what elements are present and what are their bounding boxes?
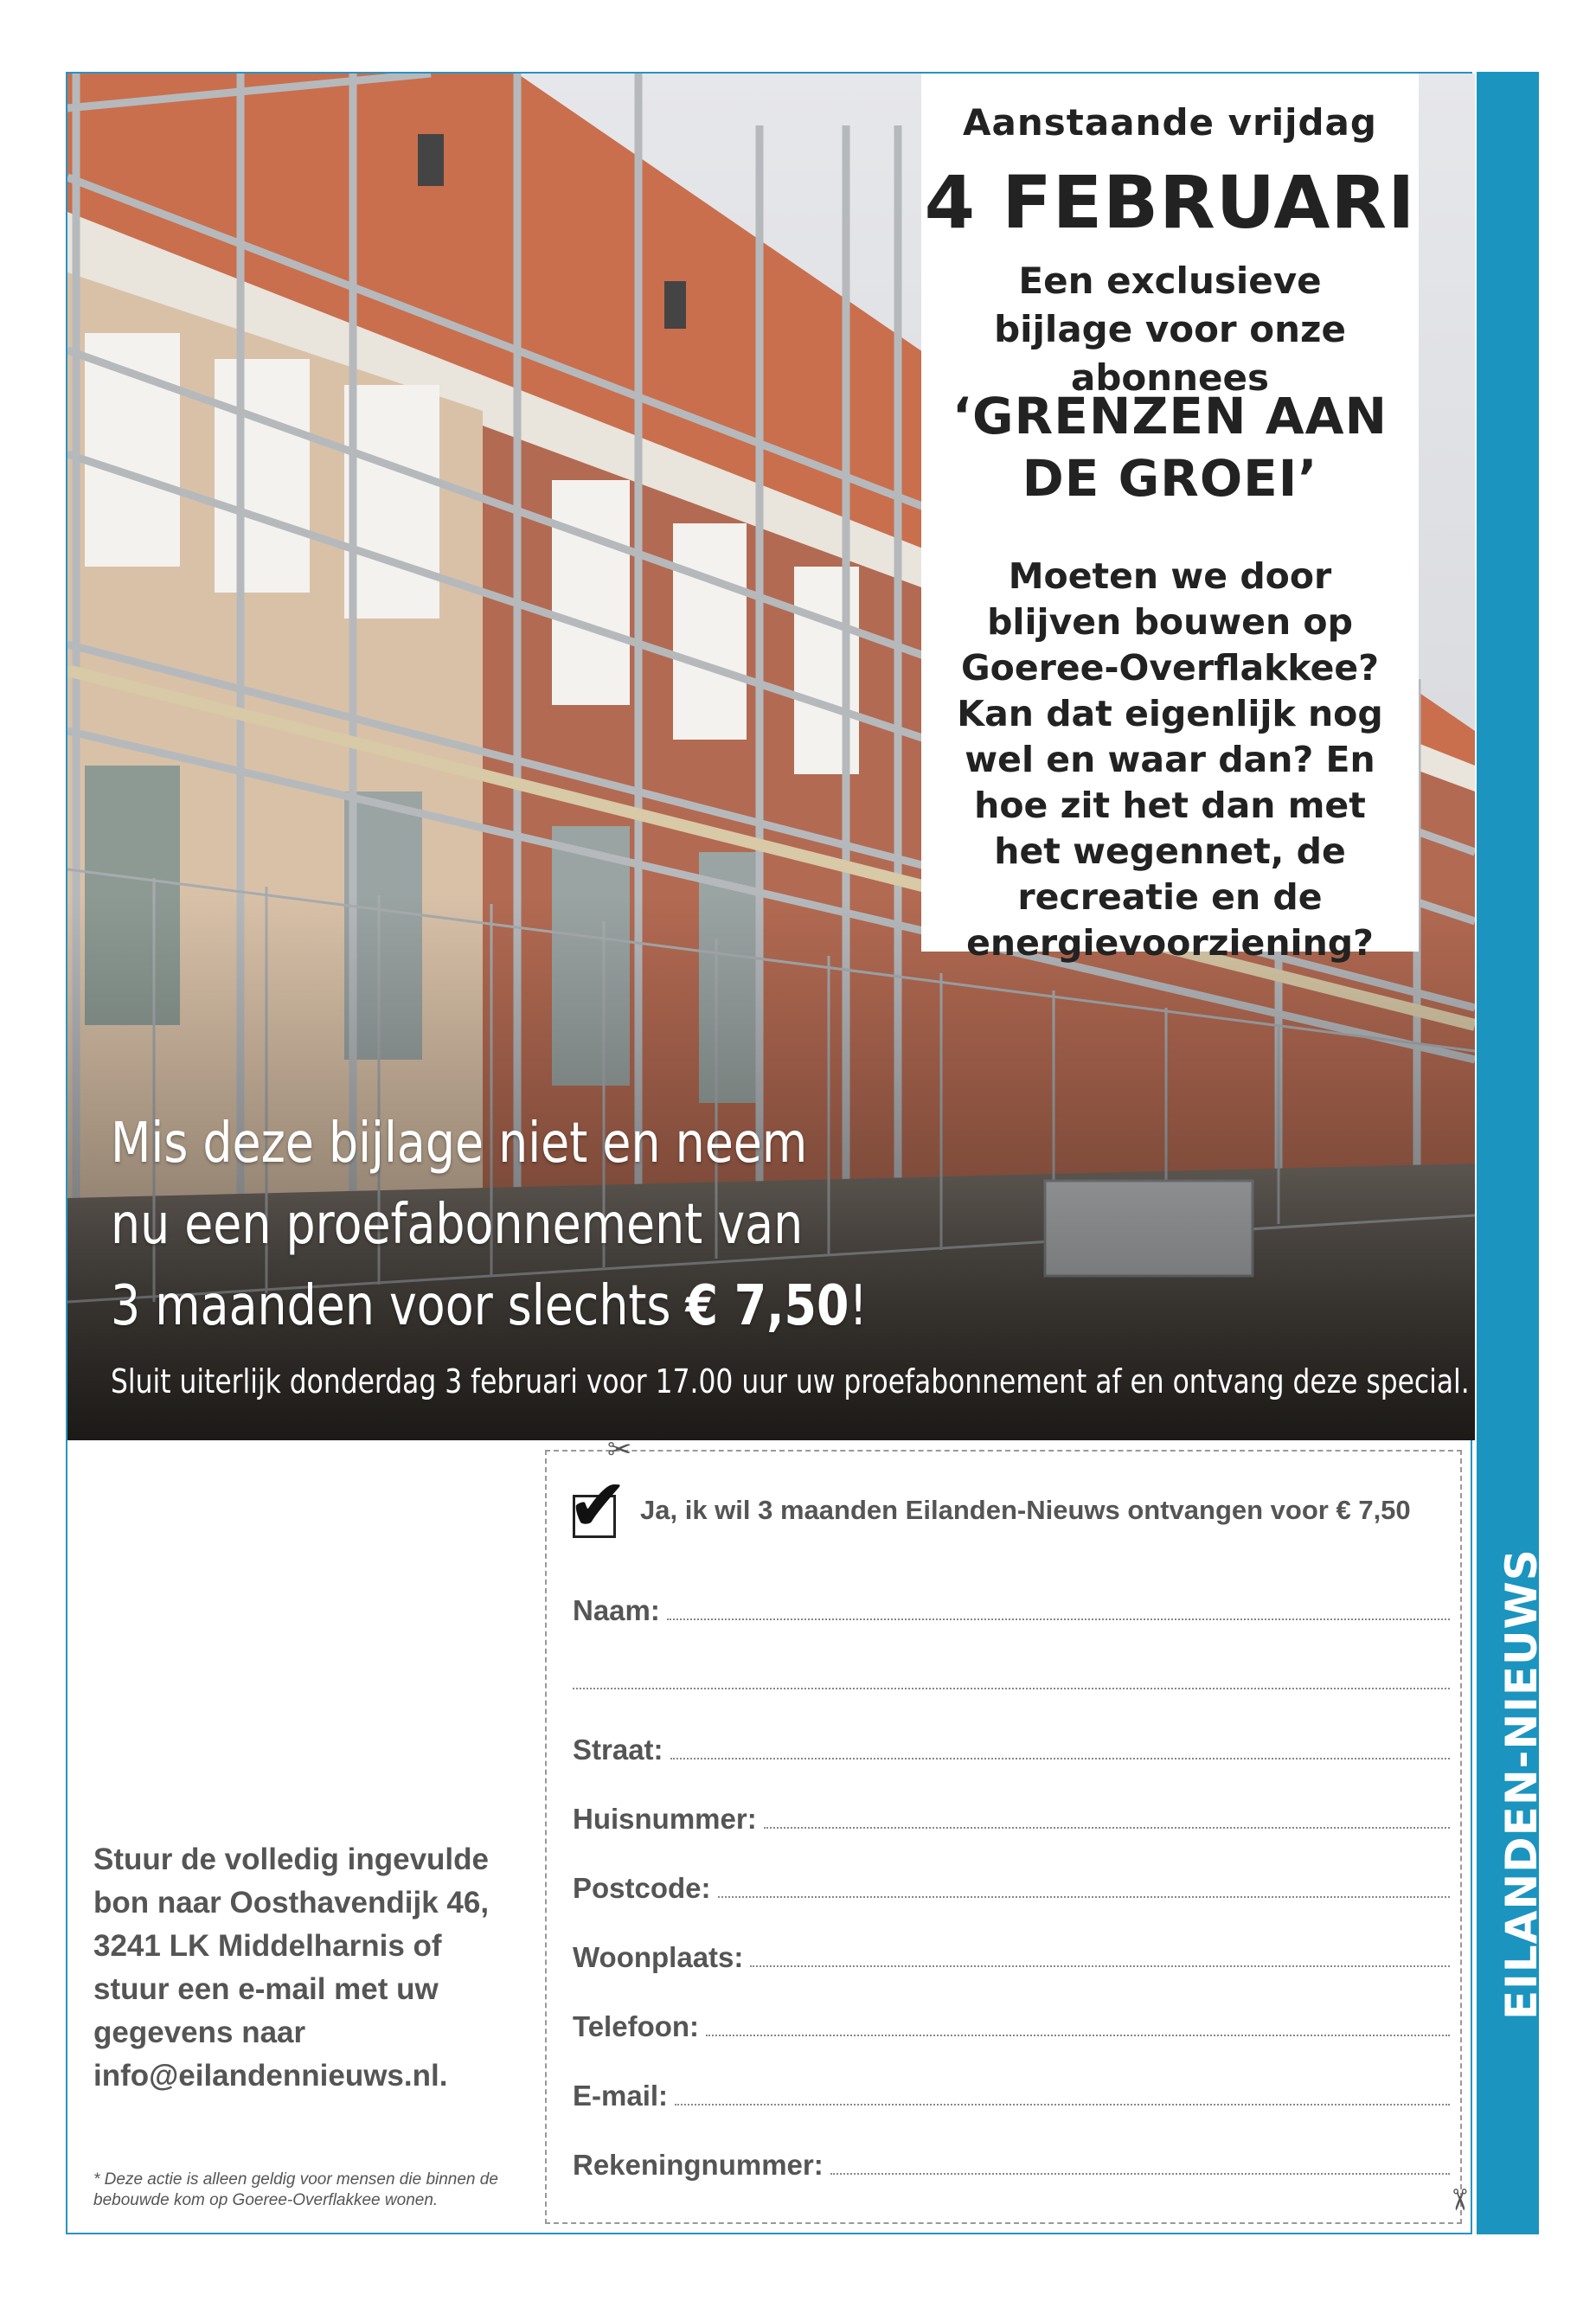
house-number-label: Huisnummer: [573,1803,757,1835]
street-input-line[interactable] [670,1758,1450,1759]
headline-line-1: Mis deze bijlage niet en neem [111,1112,808,1176]
phone-label: Telefoon: [573,2010,700,2042]
city-input-line[interactable] [750,1965,1450,1967]
scissors-icon: ✂ [1442,2187,1476,2213]
callout-title: ‘GRENZEN AAN DE GROEI’ [952,387,1388,508]
name-input-line[interactable] [667,1618,1450,1620]
house-number-input-line[interactable] [764,1827,1450,1829]
email-field[interactable] [573,2078,1450,2112]
headline-line-2: nu een proefabonnement van [111,1193,804,1257]
callout-date: 4 FEBRUARI [924,160,1416,245]
callout-intro: Aanstaande vrijdag [963,101,1377,144]
deadline-text: Sluit uiterlijk donderdag 3 februari voor 17.00 uur uw proefabonnement af en ontvang deze special. [111,1362,1470,1400]
name-label: Naam: [573,1594,660,1626]
email-input-line[interactable] [675,2104,1450,2106]
house-number-field[interactable] [573,1801,1450,1836]
subscription-coupon [545,1433,1476,2224]
brand-logo: EILANDEN-NIEUWS [1497,1548,1547,2020]
scissors-icon: ✂ [607,1433,632,1466]
callout-box [921,74,1419,964]
headline-suffix: ! [849,1274,868,1338]
city-label: Woonplaats: [573,1941,744,1973]
name-input-line-2[interactable] [573,1688,1450,1689]
street-field[interactable] [573,1732,1450,1766]
postcode-label: Postcode: [573,1872,711,1904]
account-number-input-line[interactable] [830,2173,1450,2175]
offer-label: Ja, ik wil 3 maanden Eilanden-Nieuws ontvangen voor € 7,50 [640,1495,1411,1525]
disclaimer: * Deze actie is alleen geldig voor mensen die binnen de bebouwde kom op Goeree-Overflakkee wonen. [93,2170,498,2209]
email-label: E-mail: [573,2080,669,2112]
headline [111,1103,874,1347]
name-field[interactable] [573,1593,1450,1627]
phone-field[interactable] [573,2009,1450,2043]
headline-line-3 [111,1266,874,1347]
city-field[interactable] [573,1939,1450,1974]
callout-subtitle: Een exclusieve bijlage voor onze abonnees [994,260,1346,399]
street-label: Straat: [573,1734,663,1766]
account-number-field[interactable] [573,2147,1450,2182]
name-extra-line[interactable] [573,1662,1450,1696]
brand-sidebar [1477,72,1547,2234]
price: € 7,50 [685,1274,849,1338]
callout-body: Moeten we door blijven bouwen op Goeree-Overflakkee? Kan dat eigenlijk nog wel en waar dan? En hoe zit het dan met het wegennet, de recreatie en de energievoorziening? [957,555,1383,964]
headline-prefix: 3 maanden voor slechts [111,1274,686,1338]
postcode-field[interactable] [573,1870,1450,1905]
checkmark-icon: ✔ [567,1463,629,1548]
postcode-input-line[interactable] [718,1896,1450,1898]
phone-input-line[interactable] [706,2035,1450,2036]
account-number-label: Rekeningnummer: [573,2149,824,2181]
send-instructions: Stuur de volledig ingevulde bon naar Oosthavendijk 46, 3241 LK Middelharnis of stuur een e-mail met uw gegevens naar info@eilandennieuws.nl. [93,1843,490,2093]
